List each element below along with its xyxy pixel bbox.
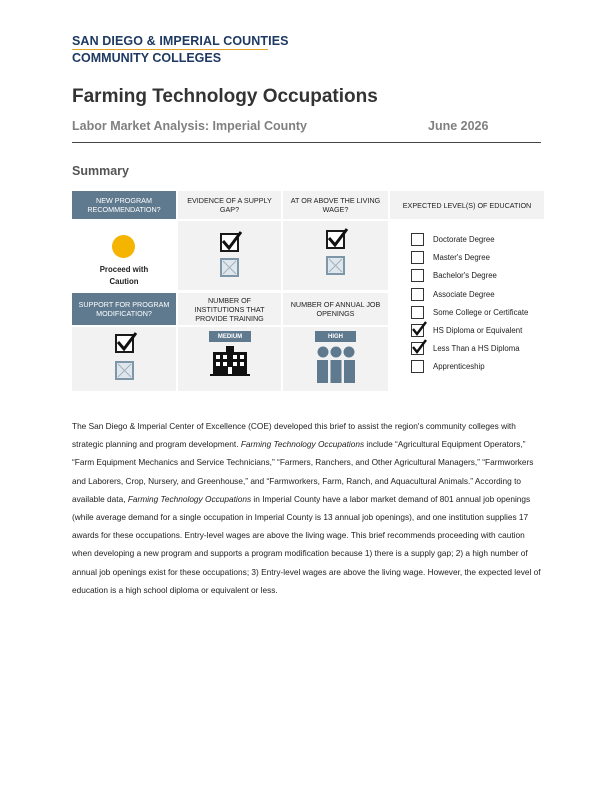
education-header: EXPECTED LEVEL(S) OF EDUCATION: [390, 191, 544, 219]
yes-checkbox-icon: [115, 334, 134, 353]
education-level-label: Less Than a HS Diploma: [433, 344, 520, 354]
empty-checkbox-icon: [411, 360, 424, 373]
institutions-cell: [178, 327, 281, 391]
paragraph-part-3: in Imperial County have a labor market demand of 801 annual job openings (while average demand for a single occupation in Imperial County is 13 annual job openings), and one institution supplies 17 awards for these occupations. Entry-level wages are above the living wage. This brief recommends proceeding with caution when developing a new program and supports a program modification because 1) there is a supply gap; 2) a high number of annual job openings exist for these occupations; 3) Entry-level wages are above the living wage. However, the expected level of education is a high school diploma or equivalent or less.: [72, 493, 541, 595]
institutions-header: NUMBER OF INSTITUTIONS THAT PROVIDE TRAINING: [178, 293, 281, 325]
education-level-label: Bachelor's Degree: [433, 271, 497, 281]
summary-table: [72, 191, 544, 391]
education-list: [390, 221, 544, 391]
yes-checkbox-icon: [220, 233, 239, 252]
living-wage-cell: [283, 221, 388, 290]
living-wage-header: AT OR ABOVE THE LIVING WAGE?: [283, 191, 388, 219]
institutions-level-badge: MEDIUM: [209, 331, 251, 342]
people-group-icon: [316, 346, 356, 384]
checked-checkbox-icon: [411, 324, 424, 337]
page-title: Farming Technology Occupations: [72, 86, 378, 107]
recommendation-line2: Caution: [109, 277, 139, 286]
empty-checkbox-icon: [411, 306, 424, 319]
education-level-label: Doctorate Degree: [433, 235, 495, 244]
paragraph-part-2: include “Agricultural Equipment Operators,” “Farm Equipment Mechanics and Service Technicians,” “Farmers, Ranchers, and Other Agricultural Managers,” “Farmworkers and Laborers, Crop, Nursery, and Greenhouse,” and “Farmworkers, Farm, Ranch, and Aquacultural Animals.” According to available data,: [72, 439, 534, 504]
empty-checkbox-icon: [411, 269, 424, 282]
supply-gap-header: EVIDENCE OF A SUPPLY GAP?: [178, 191, 281, 219]
supply-gap-cell: [178, 221, 281, 290]
education-level-label: Some College or Certificate: [433, 307, 529, 317]
paragraph-part-1: The San Diego & Imperial Center of Excellence (COE) developed this brief to assist the region's community colleges with strategic planning and program development.: [72, 421, 516, 450]
empty-checkbox-icon: [411, 233, 424, 246]
education-level-label: HS Diploma or Equivalent: [433, 326, 523, 335]
recommendation-line1: Proceed with: [99, 265, 149, 274]
page-subtitle: Labor Market Analysis: Imperial County: [72, 119, 308, 133]
empty-checkbox-icon: [411, 288, 424, 301]
empty-checkbox-icon: [411, 251, 424, 264]
summary-paragraph: [72, 417, 544, 599]
org-name-line1: SAN DIEGO & IMPERIAL COUNTIES: [72, 34, 289, 48]
report-date: June 2026: [428, 119, 489, 133]
yes-checkbox-icon: [326, 230, 345, 249]
no-box-icon: [326, 256, 345, 275]
caution-indicator-icon: [112, 235, 135, 258]
job-openings-cell: [283, 327, 388, 391]
recommendation-cell: [72, 221, 176, 291]
no-box-icon: [220, 258, 239, 277]
job-openings-header: NUMBER OF ANNUAL JOB OPENINGS: [283, 293, 388, 325]
openings-level-badge: HIGH: [315, 331, 356, 342]
education-level-label: Master's Degree: [433, 253, 490, 263]
summary-heading: Summary: [72, 164, 129, 178]
subtitle-divider: [72, 142, 541, 143]
paragraph-italic-1: Farming Technology Occupations: [240, 439, 365, 450]
checked-checkbox-icon: [411, 342, 424, 355]
org-name-line2: COMMUNITY COLLEGES: [72, 51, 222, 65]
education-level-label: Associate Degree: [433, 289, 495, 299]
education-level-label: Apprenticeship: [433, 362, 485, 372]
logo-divider: [72, 49, 268, 50]
support-modification-header: SUPPORT FOR PROGRAM MODIFICATION?: [72, 293, 176, 325]
support-modification-cell: [72, 327, 176, 391]
no-box-icon: [115, 361, 134, 380]
institution-building-icon: [210, 346, 250, 376]
paragraph-italic-2: Farming Technology Occupations: [127, 493, 252, 504]
new-program-header: NEW PROGRAM RECOMMENDATION?: [72, 191, 176, 219]
